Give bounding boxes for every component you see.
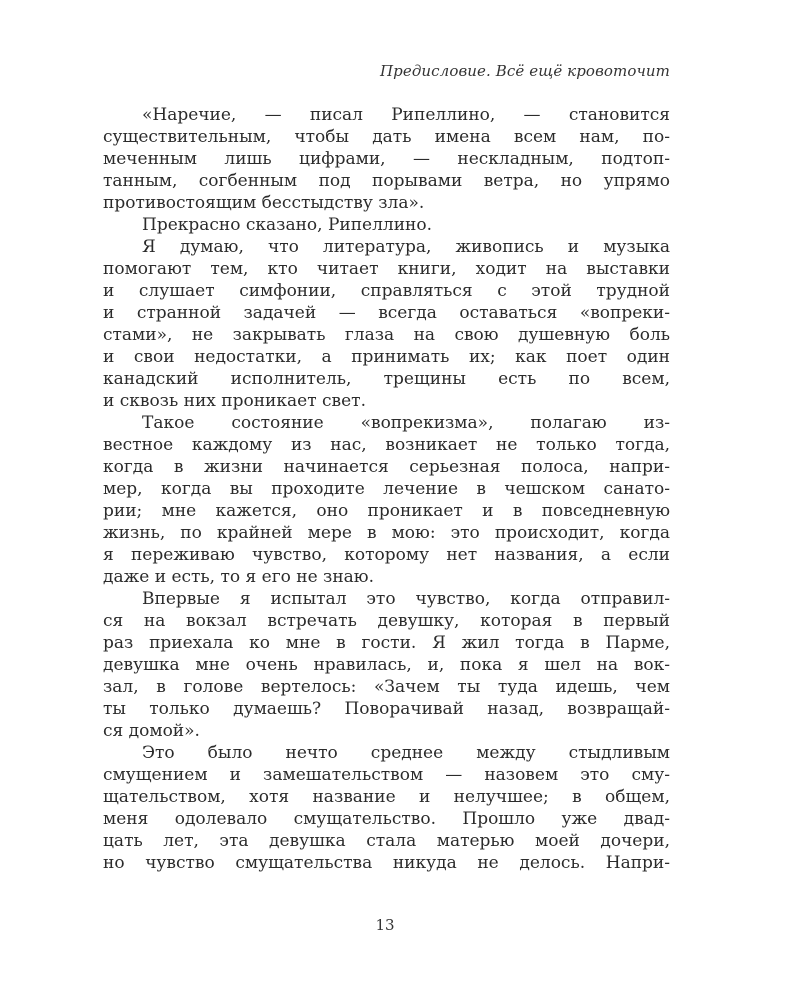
text-line: Прекрасно сказано, Рипеллино. <box>142 215 433 235</box>
text-line: ты только думаешь? Поворачивай назад, возвращай- <box>103 699 670 719</box>
text-line: Это было нечто среднее между стыдливым <box>142 743 670 763</box>
text-line: противостоящим бесстыдству зла». <box>103 193 425 213</box>
text-line: мер, когда вы проходите лечение в чешском санато- <box>103 479 670 499</box>
text-line: зал, в голове вертелось: «Зачем ты туда идешь, чем <box>103 677 670 697</box>
text-line: Такое состояние «вопрекизма», полагаю из- <box>142 413 670 433</box>
text-line: существительным, чтобы дать имена всем нам, по- <box>103 127 670 147</box>
text-line: вестное каждому из нас, возникает не только тогда, <box>103 435 670 455</box>
text-line: канадский исполнитель, трещины есть по всем, <box>103 369 670 389</box>
text-line: ся на вокзал встречать девушку, которая в первый <box>103 611 670 631</box>
text-line: и сквозь них проникает свет. <box>103 391 366 411</box>
text-line: «Наречие, — писал Рипеллино, — становится <box>142 105 670 125</box>
text-line: щательством, хотя название и нелучшее; в общем, <box>103 787 670 807</box>
text-line: танным, согбенным под порывами ветра, но упрямо <box>103 171 670 191</box>
text-line: но чувство смущательства никуда не делось. Напри- <box>103 853 670 873</box>
text-line: рии; мне кажется, оно проникает и в повседневную <box>103 501 670 521</box>
text-line: когда в жизни начинается серьезная полоса, напри- <box>103 457 670 477</box>
text-line: и слушает симфонии, справляться с этой трудной <box>103 281 670 301</box>
text-line: жизнь, по крайней мере в мою: это происходит, когда <box>103 523 670 543</box>
text-line: помогают тем, кто читает книги, ходит на выставки <box>103 259 670 279</box>
text-line: цать лет, эта девушка стала матерью моей дочери, <box>103 831 670 851</box>
text-line: я переживаю чувство, которому нет названия, а если <box>103 545 670 565</box>
text-line: даже и есть, то я его не знаю. <box>103 567 375 587</box>
text-line: Впервые я испытал это чувство, когда отправил- <box>142 589 670 609</box>
page-number: 13 <box>375 916 395 934</box>
text-line: стами», не закрывать глаза на свою душевную боль <box>103 325 670 345</box>
text-line: смущением и замешательством — назовем это сму- <box>103 765 670 785</box>
text-line: и странной задачей — всегда оставаться «вопреки- <box>103 303 670 323</box>
text-line: меня одолевало смущательство. Прошло уже двад- <box>103 809 670 829</box>
text-line: и свои недостатки, а принимать их; как поет один <box>103 347 670 367</box>
body-text <box>103 104 670 874</box>
text-line: раз приехала ко мне в гости. Я жил тогда в Парме, <box>103 633 670 653</box>
text-line: девушка мне очень нравилась, и, пока я шел на вок- <box>103 655 670 675</box>
text-line: ся домой». <box>103 721 200 741</box>
text-line: меченным лишь цифрами, — нескладным, подтоп- <box>103 149 670 169</box>
running-head: Предисловие. Всё ещё кровоточит <box>379 62 670 80</box>
text-line: Я думаю, что литература, живопись и музыка <box>142 237 670 257</box>
